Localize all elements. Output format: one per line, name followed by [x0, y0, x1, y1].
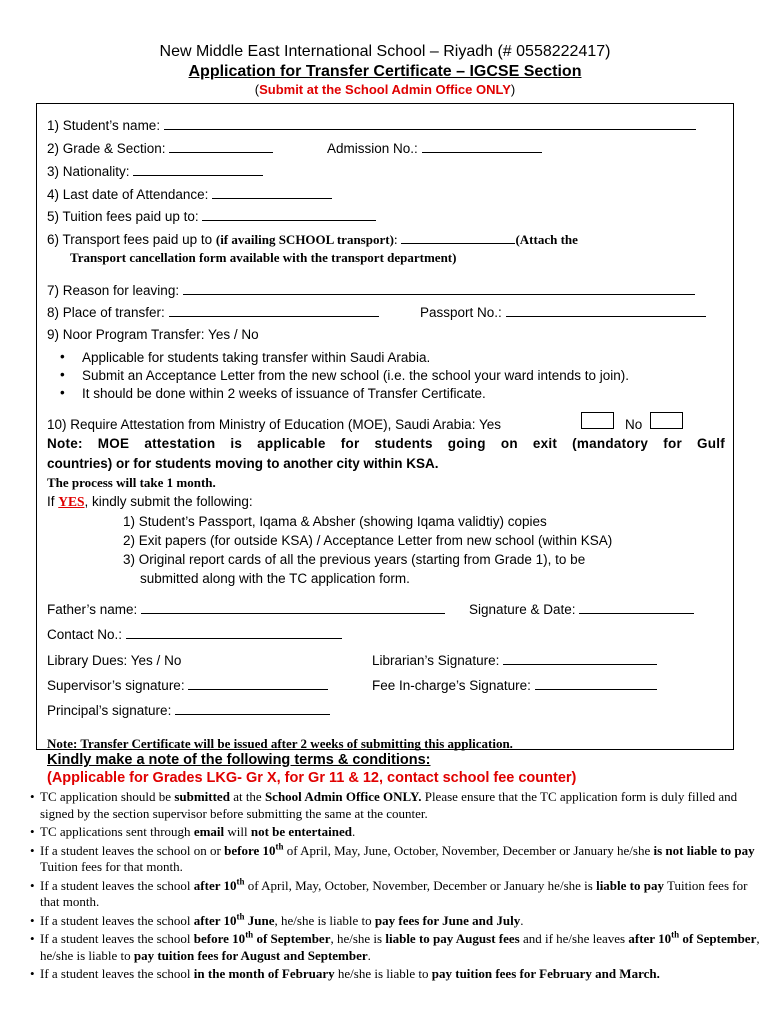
notice-paren-open: ( — [254, 82, 260, 97]
label-transport-paid: 6) Transport fees paid up to — [47, 232, 216, 247]
term-bold: before 10 — [224, 842, 276, 858]
label-reason-leaving: 7) Reason for leaving: — [47, 283, 180, 298]
term-bold: liable to pay — [596, 877, 664, 893]
term-bold: in the month of February — [193, 966, 335, 981]
term-text: , he/she is liable to — [40, 931, 760, 963]
term-bold: School Admin Office ONLY. — [264, 789, 422, 804]
field-noor-transfer: 9) Noor Program Transfer: Yes / No — [47, 327, 259, 342]
terms-list — [30, 789, 760, 985]
moe-no-label: No — [625, 417, 643, 432]
signature-date-line[interactable] — [579, 602, 694, 614]
attach-text: (Attach the — [515, 232, 578, 247]
term-bold: email — [193, 824, 225, 839]
field-contact-no[interactable] — [47, 627, 342, 642]
terms-heading: Kindly make a note of the following terms & conditions: — [47, 752, 431, 768]
noor-bullet-list — [58, 350, 629, 404]
term-bold: after 10 — [193, 912, 237, 928]
terms-subheading: (Applicable for Grades LKG- Gr X, for Gr 11 & 12, contact school fee counter) — [47, 770, 577, 786]
term-bold: June — [244, 912, 275, 928]
label-passport-no: Passport No.: — [420, 305, 502, 320]
term-text: If a student leaves the school — [40, 877, 194, 893]
term-text: of April, May, June, October, November, December or January he/she — [283, 842, 654, 858]
issue-note: Note: Transfer Certificate will be issued after 2 weeks of submitting this application. — [47, 736, 513, 751]
term-text: TC application should be — [40, 789, 175, 804]
doc-item-3-cont: submitted along with the TC application form. — [140, 571, 410, 586]
list-item — [30, 878, 760, 911]
term-bold: is not liable to pay — [653, 842, 755, 858]
notice-paren-close: ) — [510, 82, 516, 97]
label-grade-section: 2) Grade & Section: — [47, 141, 166, 156]
moe-yes-checkbox[interactable] — [581, 412, 614, 429]
field-fee-incharge-signature[interactable] — [372, 678, 657, 693]
tuition-paid-line[interactable] — [202, 209, 376, 221]
term-text: . — [351, 824, 356, 839]
term-text: will — [224, 824, 251, 839]
yes-highlight: YES — [58, 494, 85, 509]
term-sup: th — [671, 929, 680, 940]
label-tuition-paid: 5) Tuition fees paid up to: — [47, 209, 199, 224]
doc-item-2: 2) Exit papers (for outside KSA) / Acceptance Letter from new school (within KSA) — [123, 533, 613, 548]
field-last-attendance[interactable] — [47, 187, 332, 202]
label-student-name: 1) Student’s name: — [47, 118, 161, 133]
label-place-transfer: 8) Place of transfer: — [47, 305, 165, 320]
term-text: If a student leaves the school on or — [40, 842, 225, 858]
label-fee-incharge-signature: Fee In-charge’s Signature: — [372, 678, 531, 693]
list-item — [30, 824, 760, 841]
term-text: and if he/she leaves — [519, 931, 629, 946]
term-bold: after 10 — [628, 931, 672, 946]
contact-no-line[interactable] — [126, 627, 342, 639]
term-text: . — [367, 947, 371, 963]
term-text: . — [520, 912, 524, 928]
moe-no-checkbox[interactable] — [650, 412, 683, 429]
moe-note-line1: Note: MOE attestation is applicable for students going on exit (mandatory for Gulf — [47, 436, 725, 451]
field-passport-no[interactable] — [420, 305, 706, 320]
process-duration: The process will take 1 month. — [47, 475, 216, 490]
nationality-line[interactable] — [133, 164, 263, 176]
father-name-line[interactable] — [141, 602, 445, 614]
field-principal-signature[interactable] — [47, 703, 330, 718]
list-item — [30, 913, 760, 930]
moe-note-line2: countries) or for students moving to another city within KSA. — [47, 456, 439, 471]
librarian-signature-line[interactable] — [503, 653, 657, 665]
list-item: • Submit an Acceptance Letter from the new school (i.e. the school your ward intends to join). — [58, 368, 629, 386]
place-transfer-line[interactable] — [169, 305, 379, 317]
term-text: TC applications sent through — [40, 824, 194, 839]
term-text: of April, May, October, November, December or January he/she is — [244, 877, 597, 893]
field-nationality[interactable] — [47, 164, 263, 179]
grade-section-line[interactable] — [169, 141, 273, 153]
term-bold: pay tuition fees for August and September — [133, 947, 368, 963]
term-text: at the — [229, 789, 265, 804]
field-reason-leaving[interactable] — [47, 283, 695, 298]
label-nationality: 3) Nationality: — [47, 164, 130, 179]
field-father-name[interactable] — [47, 602, 445, 617]
field-librarian-signature[interactable] — [372, 653, 657, 668]
doc-item-1: 1) Student’s Passport, Iqama & Absher (showing Iqama validtiy) copies — [123, 514, 547, 529]
field-tuition-paid[interactable] — [47, 209, 376, 224]
field-place-transfer[interactable] — [47, 305, 379, 320]
field-signature-date[interactable] — [469, 602, 694, 617]
page-title-text: Application for Transfer Certificate – IGCSE Section — [188, 63, 582, 80]
kindly-submit-text: , kindly submit the following: — [84, 494, 253, 509]
if-text: If — [47, 494, 59, 509]
notice-text: Submit at the School Admin Office ONLY — [259, 82, 511, 97]
list-item — [30, 966, 760, 983]
term-bold: liable to pay August fees — [385, 931, 520, 946]
term-bold: not be entertained — [250, 824, 352, 839]
term-text: If a student leaves the school — [40, 912, 194, 928]
principal-signature-line[interactable] — [175, 703, 330, 715]
term-text: he/she is liable to — [334, 966, 432, 981]
supervisor-signature-line[interactable] — [188, 678, 328, 690]
term-sup: th — [275, 841, 284, 852]
last-attendance-line[interactable] — [212, 187, 332, 199]
term-sup: th — [236, 911, 245, 922]
list-item — [30, 931, 760, 964]
term-text: If a student leaves the school — [40, 931, 194, 946]
if-yes-instruction — [47, 494, 253, 510]
page-title — [0, 63, 770, 81]
label-supervisor-signature: Supervisor’s signature: — [47, 678, 185, 693]
label-principal-signature: Principal’s signature: — [47, 703, 172, 718]
term-text: , he/she is — [330, 931, 386, 946]
term-sup: th — [245, 929, 254, 940]
term-bold: pay fees for June and July — [374, 912, 521, 928]
doc-item-3: 3) Original report cards of all the previous years (starting from Grade 1), to be — [123, 552, 586, 567]
term-bold: of September — [253, 931, 331, 946]
passport-no-line[interactable] — [506, 305, 706, 317]
list-item: • It should be done within 2 weeks of issuance of Transfer Certificate. — [58, 386, 629, 404]
term-text: If a student leaves the school — [40, 966, 194, 981]
list-item: • Applicable for students taking transfer within Saudi Arabia. — [58, 350, 629, 368]
field-admission-no[interactable] — [327, 141, 542, 156]
term-bold: of September — [679, 931, 757, 946]
fee-incharge-signature-line[interactable] — [535, 678, 657, 690]
transport-condition: (if availing SCHOOL transport) — [215, 232, 394, 247]
list-item — [30, 843, 760, 876]
term-text: Please ensure that the TC application form is duly filled and signed by the section supervisor before submitting the same at the counter. — [40, 789, 738, 821]
label-father-name: Father’s name: — [47, 602, 138, 617]
term-text: , he/she is liable to — [274, 912, 375, 928]
student-name-line[interactable] — [164, 118, 696, 130]
field-moe-attestation: 10) Require Attestation from Ministry of Education (MOE), Saudi Arabia: Yes — [47, 417, 501, 432]
field-student-name[interactable] — [47, 118, 696, 133]
term-bold: submitted — [174, 789, 230, 804]
term-sup: th — [236, 876, 245, 887]
term-bold: pay tuition fees for February and March. — [431, 966, 660, 981]
school-name: New Middle East International School – Riyadh (# 0558222417) — [159, 43, 611, 60]
list-item — [30, 789, 760, 822]
transport-colon: : — [393, 232, 398, 247]
label-librarian-signature: Librarian’s Signature: — [372, 653, 500, 668]
admission-no-line[interactable] — [422, 141, 542, 153]
submit-notice — [0, 82, 770, 97]
label-signature-date: Signature & Date: — [469, 602, 576, 617]
label-admission-no: Admission No.: — [327, 141, 418, 156]
term-text: Tuition fees for that month. — [40, 859, 183, 874]
term-bold: after 10 — [193, 877, 237, 893]
transport-cancellation-note: Transport cancellation form available with the transport department) — [70, 250, 457, 265]
field-grade-section[interactable] — [47, 141, 273, 156]
field-transport-paid[interactable] — [47, 232, 578, 248]
reason-leaving-line[interactable] — [183, 283, 695, 295]
field-library-dues: Library Dues: Yes / No — [47, 653, 182, 668]
field-supervisor-signature[interactable] — [47, 678, 328, 693]
label-contact-no: Contact No.: — [47, 627, 123, 642]
term-text: Tuition fees for that month. — [40, 877, 748, 909]
transport-paid-line[interactable] — [401, 232, 515, 244]
term-bold: before 10 — [193, 931, 246, 946]
label-last-attendance: 4) Last date of Attendance: — [47, 187, 209, 202]
